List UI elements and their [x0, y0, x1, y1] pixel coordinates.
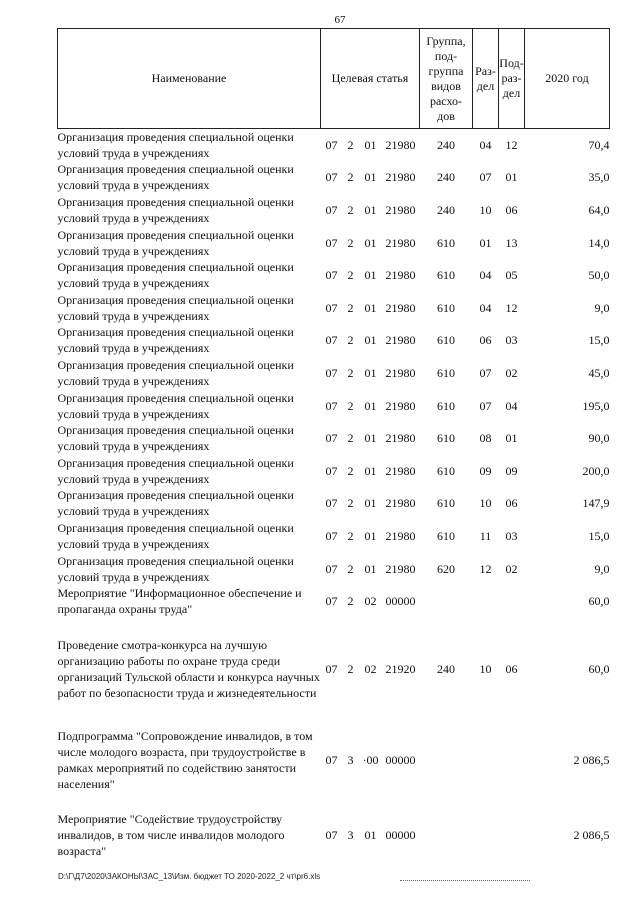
row-name: Организация проведения специальной оценки условий труда в учреждениях — [57, 162, 294, 193]
row-section: 04 — [479, 300, 492, 315]
target-code-part: 01 — [364, 463, 377, 478]
row-section: 01 — [479, 235, 492, 250]
row-target-article — [321, 324, 420, 357]
target-code-part: 07 — [325, 431, 338, 446]
target-code-part: 00000 — [385, 594, 416, 609]
target-code-part: 07 — [325, 300, 338, 315]
table-row — [58, 454, 610, 487]
table-row — [58, 357, 610, 390]
budget-table — [57, 28, 610, 870]
row-target-article — [321, 259, 420, 292]
target-code-part: 07 — [325, 398, 338, 413]
row-section: 11 — [479, 528, 492, 543]
target-code-part: 07 — [325, 528, 338, 543]
row-subsection: 05 — [505, 268, 518, 283]
row-subsection: 06 — [505, 496, 518, 511]
target-code-part: 07 — [325, 661, 338, 676]
header-year: 2020 год — [525, 29, 610, 129]
row-target-article — [321, 585, 420, 618]
table-row — [58, 389, 610, 422]
row-amount: 2 086,5 — [573, 828, 610, 843]
target-code-part: 2 — [347, 528, 354, 543]
row-section: 10 — [479, 661, 492, 676]
target-code-part: 07 — [325, 365, 338, 380]
target-code-part: 07 — [325, 235, 338, 250]
row-subsection: 03 — [505, 333, 518, 348]
row-amount: 35,0 — [588, 170, 610, 185]
row-amount: 50,0 — [588, 268, 610, 283]
row-amount: 15,0 — [588, 528, 610, 543]
row-expense-group — [420, 720, 473, 800]
target-code-part: 07 — [325, 202, 338, 217]
target-code-part: 07 — [325, 496, 338, 511]
target-code-part: ·00 — [362, 753, 379, 768]
target-code-part: 01 — [364, 202, 377, 217]
row-target-article — [321, 617, 420, 720]
table-row — [58, 324, 610, 357]
row-name: Мероприятие "Информационное обеспечение и пропаганда охраны труда" — [57, 586, 302, 617]
row-section — [473, 800, 499, 870]
row-section: 08 — [479, 431, 492, 446]
target-code-part: 3 — [347, 753, 354, 768]
target-code-part: 2 — [347, 268, 354, 283]
target-code-part: 21980 — [385, 561, 416, 576]
target-code-part: 01 — [364, 365, 377, 380]
row-subsection: 12 — [505, 138, 518, 153]
row-amount: 60,0 — [588, 661, 610, 676]
row-subsection: 02 — [505, 561, 518, 576]
target-code-part: 07 — [325, 753, 338, 768]
row-expense-group — [420, 800, 473, 870]
row-name: Организация проведения специальной оценки условий труда в учреждениях — [57, 390, 294, 421]
row-section: 10 — [479, 202, 492, 217]
row-subsection — [499, 800, 525, 870]
row-amount: 147,9 — [582, 496, 610, 511]
row-section: 10 — [479, 496, 492, 511]
row-target-article — [321, 226, 420, 259]
table-row — [58, 552, 610, 585]
target-code-part: 2 — [347, 300, 354, 315]
target-code-part: 01 — [364, 300, 377, 315]
row-name: Мероприятие "Содействие трудоустройству инвалидов, в том числе инвалидов молодого возраста" — [57, 812, 285, 859]
target-code-part: 21980 — [385, 268, 416, 283]
scan-artifact — [400, 880, 530, 881]
target-code-part: 01 — [364, 235, 377, 250]
row-section: 04 — [479, 268, 492, 283]
row-subsection: 01 — [505, 431, 518, 446]
row-amount: 64,0 — [588, 202, 610, 217]
target-code-part: 02 — [364, 661, 377, 676]
target-code-part: 07 — [325, 333, 338, 348]
row-amount: 200,0 — [582, 463, 610, 478]
row-section — [473, 720, 499, 800]
row-expense-group: 610 — [437, 528, 455, 543]
target-code-part: 3 — [347, 828, 354, 843]
row-subsection: 09 — [505, 463, 518, 478]
target-code-part: 21980 — [385, 365, 416, 380]
target-code-part: 2 — [347, 333, 354, 348]
row-subsection: 06 — [505, 661, 518, 676]
row-expense-group: 240 — [437, 138, 455, 153]
target-code-part: 21980 — [385, 235, 416, 250]
row-target-article — [321, 454, 420, 487]
target-code-part: 07 — [325, 268, 338, 283]
target-code-part: 21980 — [385, 463, 416, 478]
row-name: Проведение смотра-конкурса на лучшую организацию работы по охране труда среди организаций Тульской области и конкурса научных работ по безопасности труда и жизнедеятельности — [57, 637, 320, 700]
target-code-part: 2 — [347, 170, 354, 185]
row-subsection: 02 — [505, 365, 518, 380]
row-target-article — [321, 422, 420, 455]
target-code-part: 2 — [347, 398, 354, 413]
table-row — [58, 161, 610, 194]
target-code-part: 01 — [364, 333, 377, 348]
target-code-part: 21980 — [385, 528, 416, 543]
target-code-part: 2 — [347, 235, 354, 250]
target-code-part: 2 — [347, 561, 354, 576]
row-amount: 195,0 — [582, 398, 610, 413]
row-expense-group: 620 — [437, 561, 455, 576]
target-code-part: 00000 — [385, 828, 416, 843]
row-expense-group: 610 — [437, 333, 455, 348]
target-code-part: 01 — [364, 561, 377, 576]
file-path: D:\Г\Д7\2020\ЗАКОНЫ\ЗАС_13\Изм. бюджет ТО 2020-2022_2 чт\pr6.xls — [58, 872, 321, 881]
table-row — [58, 800, 610, 870]
header-target-article: Целевая статья — [321, 29, 420, 129]
row-target-article — [321, 161, 420, 194]
row-expense-group — [420, 585, 473, 618]
row-amount: 15,0 — [588, 333, 610, 348]
row-expense-group: 610 — [437, 431, 455, 446]
row-subsection: 04 — [505, 398, 518, 413]
row-subsection: 12 — [505, 300, 518, 315]
target-code-part: 07 — [325, 828, 338, 843]
row-amount: 90,0 — [588, 431, 610, 446]
target-code-part: 21980 — [385, 398, 416, 413]
row-expense-group: 240 — [437, 661, 455, 676]
row-section — [473, 585, 499, 618]
row-target-article — [321, 357, 420, 390]
row-section: 07 — [479, 365, 492, 380]
row-target-article — [321, 552, 420, 585]
target-code-part: 21920 — [385, 661, 416, 676]
row-expense-group: 610 — [437, 398, 455, 413]
target-code-part: 07 — [325, 170, 338, 185]
row-amount: 14,0 — [588, 235, 610, 250]
table-row — [58, 291, 610, 324]
row-target-article — [321, 389, 420, 422]
row-section: 09 — [479, 463, 492, 478]
target-code-part: 2 — [347, 431, 354, 446]
row-name: Подпрограмма "Сопровождение инвалидов, в том числе молодого возраста, при трудоустройстве в рамках мероприятий по содействию занятости населения" — [57, 729, 313, 792]
target-code-part: 01 — [364, 170, 377, 185]
row-amount: 45,0 — [588, 365, 610, 380]
target-code-part: 21980 — [385, 431, 416, 446]
row-name: Организация проведения специальной оценки условий труда в учреждениях — [57, 455, 294, 486]
target-code-part: 01 — [364, 496, 377, 511]
row-name: Организация проведения специальной оценки условий труда в учреждениях — [57, 488, 294, 519]
target-code-part: 01 — [364, 268, 377, 283]
table-row — [58, 194, 610, 227]
target-code-part: 07 — [325, 463, 338, 478]
row-target-article — [321, 720, 420, 800]
row-expense-group: 610 — [437, 300, 455, 315]
row-target-article — [321, 129, 420, 162]
table-header — [58, 29, 610, 129]
row-section: 04 — [479, 138, 492, 153]
row-target-article — [321, 194, 420, 227]
target-code-part: 01 — [364, 528, 377, 543]
row-section: 07 — [479, 170, 492, 185]
target-code-part: 07 — [325, 594, 338, 609]
table-row — [58, 487, 610, 520]
row-target-article — [321, 487, 420, 520]
target-code-part: 2 — [347, 138, 354, 153]
row-expense-group: 610 — [437, 268, 455, 283]
target-code-part: 00000 — [385, 753, 416, 768]
row-name: Организация проведения специальной оценки условий труда в учреждениях — [57, 194, 294, 225]
target-code-part: 21980 — [385, 138, 416, 153]
target-code-part: 21980 — [385, 170, 416, 185]
row-name: Организация проведения специальной оценки условий труда в учреждениях — [57, 520, 294, 551]
header-expense-group: Группа, под- группа видов расхо- дов — [420, 29, 473, 129]
target-code-part: 01 — [364, 431, 377, 446]
row-target-article — [321, 291, 420, 324]
row-expense-group: 610 — [437, 496, 455, 511]
row-expense-group: 240 — [437, 170, 455, 185]
target-code-part: 2 — [347, 496, 354, 511]
header-section: Раз- дел — [473, 29, 499, 129]
row-expense-group: 240 — [437, 202, 455, 217]
row-expense-group: 610 — [437, 463, 455, 478]
target-code-part: 01 — [364, 828, 377, 843]
row-name: Организация проведения специальной оценки условий труда в учреждениях — [57, 325, 294, 356]
header-subsection: Под- раз- дел — [499, 29, 525, 129]
row-name: Организация проведения специальной оценки условий труда в учреждениях — [57, 260, 294, 291]
target-code-part: 2 — [347, 463, 354, 478]
row-name: Организация проведения специальной оценки условий труда в учреждениях — [57, 130, 294, 161]
row-subsection — [499, 720, 525, 800]
row-amount: 9,0 — [594, 300, 610, 315]
row-subsection: 01 — [505, 170, 518, 185]
table-row — [58, 520, 610, 553]
row-subsection — [499, 585, 525, 618]
row-subsection: 06 — [505, 202, 518, 217]
target-code-part: 01 — [364, 398, 377, 413]
target-code-part: 21980 — [385, 333, 416, 348]
row-name: Организация проведения специальной оценки условий труда в учреждениях — [57, 423, 294, 454]
table-row — [58, 129, 610, 162]
table-body — [58, 129, 610, 871]
row-target-article — [321, 520, 420, 553]
row-amount: 9,0 — [594, 561, 610, 576]
header-name: Наименование — [58, 29, 321, 129]
row-expense-group: 610 — [437, 365, 455, 380]
target-code-part: 01 — [364, 138, 377, 153]
table-row — [58, 259, 610, 292]
row-subsection: 03 — [505, 528, 518, 543]
page-number: 67 — [334, 14, 346, 26]
row-amount: 60,0 — [588, 594, 610, 609]
target-code-part: 2 — [347, 661, 354, 676]
row-section: 06 — [479, 333, 492, 348]
target-code-part: 21980 — [385, 300, 416, 315]
table-row — [58, 720, 610, 800]
target-code-part: 2 — [347, 594, 354, 609]
row-name: Организация проведения специальной оценки условий труда в учреждениях — [57, 227, 294, 258]
table-row — [58, 226, 610, 259]
target-code-part: 07 — [325, 138, 338, 153]
table-row — [58, 422, 610, 455]
target-code-part: 2 — [347, 202, 354, 217]
row-subsection: 13 — [505, 235, 518, 250]
target-code-part: 21980 — [385, 496, 416, 511]
table-row — [58, 617, 610, 720]
row-target-article — [321, 800, 420, 870]
table-row — [58, 585, 610, 618]
row-expense-group: 610 — [437, 235, 455, 250]
row-name: Организация проведения специальной оценки условий труда в учреждениях — [57, 292, 294, 323]
row-section: 12 — [479, 561, 492, 576]
target-code-part: 21980 — [385, 202, 416, 217]
row-amount: 2 086,5 — [573, 753, 610, 768]
target-code-part: 02 — [364, 594, 377, 609]
target-code-part: 07 — [325, 561, 338, 576]
row-section: 07 — [479, 398, 492, 413]
row-amount: 70,4 — [588, 138, 610, 153]
row-name: Организация проведения специальной оценки условий труда в учреждениях — [57, 553, 294, 584]
target-code-part: 2 — [347, 365, 354, 380]
row-name: Организация проведения специальной оценки условий труда в учреждениях — [57, 357, 294, 388]
